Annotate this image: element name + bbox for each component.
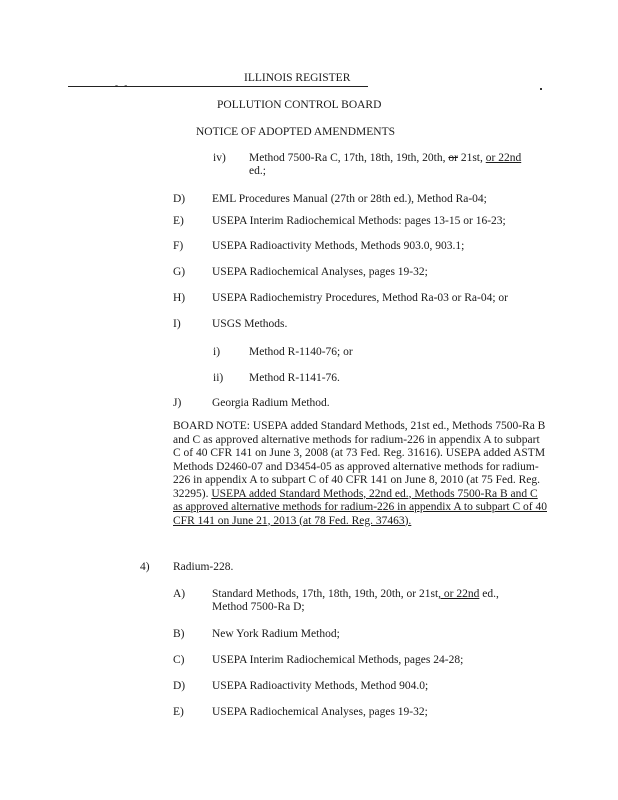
item-h-label: H) (173, 292, 186, 304)
item-4c-text: USEPA Interim Radiochemical Methods, pages 24-28; (212, 654, 464, 666)
usgs-i-label: i) (213, 346, 221, 358)
header-rule (68, 86, 368, 87)
section-4-title: Radium-228. (173, 561, 234, 573)
item-iv-mid: 21st, (457, 152, 486, 164)
board-note-original: BOARD NOTE: USEPA added Standard Methods, 21st ed., Methods 7500-Ra B and C as approved alternative methods for radium-226 in appendix A to subpart C of 40 CFR 141 on June 3, 2008 (at 73 Fed. Reg. 31616). USEPA added ASTM Methods D2460-07 and D3454-05 as approved alternative methods for radium-226 in appendix A to subpart C of 40 CFR 141 on June 8, 2010 (at 75 Fed. Reg. 32295). (173, 420, 546, 500)
item-d-label: D) (173, 193, 186, 205)
item-4a-text (212, 588, 499, 600)
item-4a-line2: Method 7500-Ra D; (212, 601, 305, 613)
usgs-ii-text: Method R-1141-76. (249, 372, 340, 384)
item-iv-text (249, 152, 521, 164)
item-4a-main: Standard Methods, 17th, 18th, 19th, 20th, or 21st (212, 588, 439, 600)
usgs-ii-label: ii) (213, 372, 224, 384)
stray-mark (540, 88, 542, 90)
item-4a-end: ed., (479, 588, 499, 600)
board-title: POLLUTION CONTROL BOARD (217, 99, 382, 111)
item-iv-line2: ed.; (249, 165, 266, 177)
item-iv-deleted: or (448, 152, 458, 164)
item-i-text: USGS Methods. (212, 318, 288, 330)
item-j-label: J) (173, 397, 182, 409)
item-4a-label: A) (173, 588, 186, 600)
item-4c-label: C) (173, 654, 185, 666)
item-i-label: I) (173, 318, 181, 330)
item-iv-main: Method 7500-Ra C, 17th, 18th, 19th, 20th, (249, 152, 449, 164)
item-4b-text: New York Radium Method; (212, 628, 340, 640)
notice-title: NOTICE OF ADOPTED AMENDMENTS (196, 126, 396, 138)
item-f-text: USEPA Radioactivity Methods, Methods 903.0, 903.1; (212, 240, 465, 252)
item-g-text: USEPA Radiochemical Analyses, pages 19-32; (212, 266, 428, 278)
item-d-text: EML Procedures Manual (27th or 28th ed.), Method Ra-04; (212, 193, 487, 205)
register-title: ILLINOIS REGISTER (244, 72, 351, 84)
header-marks: - - (115, 80, 130, 90)
item-4d-label: D) (173, 680, 186, 692)
item-iv-inserted: or 22nd (485, 152, 522, 164)
item-4e-label: E) (173, 706, 184, 718)
item-4b-label: B) (173, 628, 185, 640)
usgs-i-text: Method R-1140-76; or (249, 346, 353, 358)
item-j-text: Georgia Radium Method. (212, 397, 330, 409)
item-iv-label: iv) (213, 152, 226, 164)
item-g-label: G) (173, 266, 186, 278)
item-h-text: USEPA Radiochemistry Procedures, Method Ra-03 or Ra-04; or (212, 292, 508, 304)
item-4e-text: USEPA Radiochemical Analyses, pages 19-32; (212, 706, 428, 718)
board-note-inserted: USEPA added Standard Methods, 22nd ed., Methods 7500-Ra B and C as approved alternative methods for radium-226 in appendix A to subpart C of 40 CFR 141 on June 21, 2013 (at 78 Fed. Reg. 37463). (173, 487, 547, 527)
section-4-label: 4) (140, 561, 150, 573)
item-e-label: E) (173, 215, 184, 227)
item-f-label: F) (173, 240, 184, 252)
item-e-text: USEPA Interim Radiochemical Methods: pages 13-15 or 16-23; (212, 215, 506, 227)
item-4a-inserted: , or 22nd (438, 588, 480, 600)
board-note (173, 420, 548, 528)
item-4d-text: USEPA Radioactivity Methods, Method 904.0; (212, 680, 429, 692)
